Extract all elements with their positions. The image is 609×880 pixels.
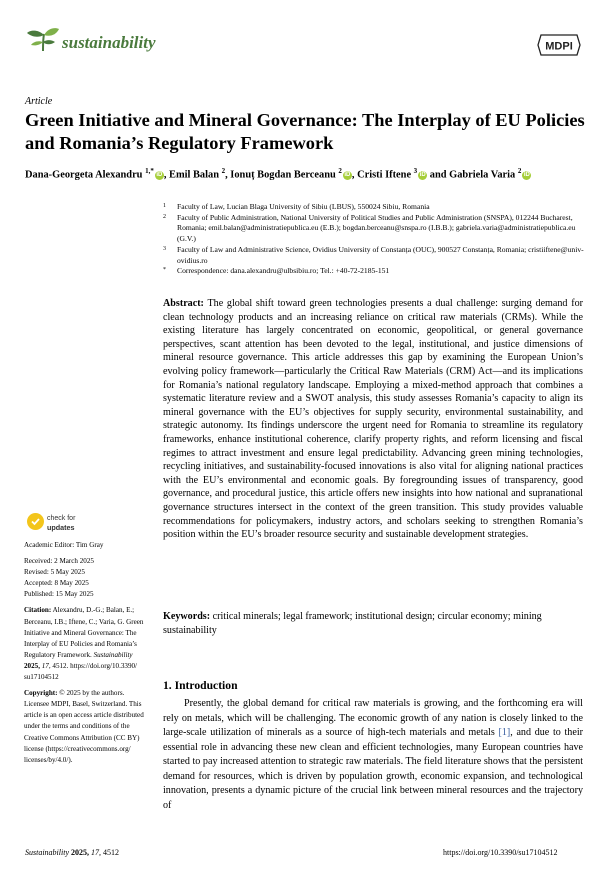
citation-year: 2025, [24, 661, 40, 670]
footer-citation [25, 848, 119, 857]
author-name: Emil Balan [169, 169, 219, 181]
copyright-text: © 2025 by the authors. Licensee MDPI, Basel, Switzerland. This article is an open access article distributed under the terms and conditions of the Creative Commons Attribution (CC BY) license (https://creativecommons.org/ licenses/by/4.0/). [24, 689, 144, 764]
abstract-text: The global shift toward green technologies presents a dual challenge: surging demand for clean technology products and an increasing reliance on critical raw materials (CRMs). While the existing literature has largely concentrated on economic, geopolitical, or general governance perspectives, scant attention has been devoted to the legal, institutional, and justice dimensions of mineral resource governance. This article addresses this gap by examining the European Union’s evolving policy framework—particularly the Critical Raw Materials (CRM) Act—and its implications for Romania’s national regulatory landscape. Employing a mixed-method approach that combines a systematic literature review and a SWOT analysis, this study assesses Romania’s capacity to align its mineral governance with the EU’s objectives for supply security, environmental sustainability, and strategic autonomy. Its findings underscore the urgent need for Romania to streamline its regulatory frameworks, enhance institutional coherence, clarify property rights, and reform licensing and fiscal regimes to attract investment and ensure legal predictability. Advancing green mining technologies, recycling initiatives, and sustainability-focused innovations is also vital for aligning national practices with the EU’s environmental and economic goals. By foregrounding issues of transparency, good governance, and procedural justice, this article offers new insights into how national and supranational governance structures intersect in the context of the green transition. This study provides valuable recommendations for policymakers, industry actors, and scholars seeking to strengthen Romania’s position within the EU’s broader resource security and sustainable development strategies. [163, 298, 583, 541]
citation-label: Citation: [24, 606, 52, 615]
keywords [163, 610, 583, 637]
author-name: Dana-Georgeta Alexandru [25, 169, 143, 181]
footer-volume: 17, [91, 848, 101, 857]
citation-block [24, 605, 146, 683]
affiliation-mark: 1 [163, 203, 166, 209]
author-sup: 1,* [145, 167, 154, 175]
orcid-icon[interactable]: iD [156, 172, 163, 179]
published-date: Published: 15 May 2025 [24, 590, 94, 599]
author-name: Gabriela Varia [449, 169, 516, 181]
citation-volume: 17, [41, 661, 51, 670]
affiliation-mark: * [163, 267, 166, 274]
copyright-block [24, 688, 146, 766]
author-sup: 2 [221, 167, 226, 175]
intro-text: Presently, the global demand for critical raw materials is growing, and the forthcoming era will rely on metals, which will be challenging. The economic growth of any nation is closely linked to the large-scale utilization of minerals as a source of high-tech materials and metals [163, 698, 583, 738]
author-sup: 2 [517, 167, 522, 175]
mdpi-logo-text: MDPI [545, 40, 573, 53]
affiliations [163, 202, 593, 277]
footer-year: 2025, [71, 848, 89, 857]
affiliation-text: Faculty of Public Administration, National University of Political Studies and Public Administration (SNSPA), 012244 Bucharest, Romania; emil.balan@administratiepublica.eu (E.B.); bogdan.berceanu@snspa.ro (I.B.B.); gabriela.varia@administratiepublica.eu (G.V.) [177, 212, 576, 244]
footer-doi-link[interactable]: https://doi.org/10.3390/su17104512 [443, 848, 558, 857]
orcid-icon[interactable]: iD [523, 172, 530, 179]
citation-text: Alexandru, D.-G.; Balan, E.; Berceanu, I.B.; Iftene, C.; Varia, G. Green Initiative and Mineral Governance: The Interplay of EU Policies and Romania’s Regulatory Framework. [24, 606, 144, 659]
affiliation-mark: 3 [163, 245, 166, 252]
orcid-icon[interactable]: iD [419, 172, 426, 179]
author-sup: 2 [338, 167, 342, 175]
affiliation-text: Correspondence: dana.alexandru@ulbsibiu.ro; Tel.: +40-72-2185-151 [177, 266, 390, 276]
citation-link[interactable]: [1] [498, 727, 511, 738]
affiliation-item [163, 245, 593, 266]
affiliation-text: Faculty of Law and Administrative Science, Ovidius University of Constanța (OUC), 900527 Constanța, Romania; cristiiftene@univ-ovidius.ro [177, 244, 584, 265]
revised-date: Revised: 5 May 2025 [24, 568, 85, 577]
accepted-date: Accepted: 8 May 2025 [24, 579, 89, 588]
affiliation-item [163, 213, 593, 245]
abstract-label: Abstract: [163, 298, 204, 309]
article-title: Green Initiative and Mineral Governance: The Interplay of EU Policies and Romania’s Regulatory Framework [25, 110, 585, 153]
affiliation-text: Faculty of Law, Lucian Blaga University of Sibiu (LBUS), 550024 Sibiu, Romania [177, 202, 430, 211]
author-name: Ionuț Bogdan Berceanu [230, 169, 336, 181]
author-sup: 3 [413, 167, 418, 175]
citation-journal: Sustainability [93, 650, 133, 659]
affiliation-item [163, 266, 593, 277]
section-heading: 1. Introduction [163, 679, 238, 692]
check-updates-line2[interactable]: updates [47, 523, 75, 532]
citation-doi[interactable]: 4512. https://doi.org/10.3390/ su17104512 [24, 661, 138, 682]
copyright-label: Copyright: [24, 689, 58, 698]
abstract [163, 297, 583, 542]
affiliation-mark: 2 [163, 213, 166, 220]
academic-editor: Academic Editor: Tim Gray [24, 541, 104, 549]
footer-article-number: 4512 [103, 848, 119, 857]
keywords-text: critical minerals; legal framework; institutional design; circular economy; mining sustainability [163, 611, 542, 636]
affiliation-item [163, 202, 593, 213]
journal-name: sustainability [62, 33, 156, 52]
author-name: Cristi Iftene [357, 169, 412, 181]
footer-journal: Sustainability [25, 848, 69, 857]
check-for-updates-icon[interactable] [27, 513, 44, 530]
intro-paragraph [163, 697, 583, 813]
check-updates-line1[interactable]: check for [47, 515, 76, 522]
keywords-label: Keywords: [163, 611, 211, 622]
author-list: Dana-Georgeta Alexandru $^{1,*}$iD , Emil Balan $^2$, Ionuț Bogdan Berceanu $^2$iD , Cristi Iftene $^3$iD and Gabriela Varia $^2$iD [25, 167, 530, 181]
sidebar [24, 540, 146, 766]
article-type: Article [25, 96, 53, 107]
orcid-icon[interactable]: iD [344, 172, 351, 179]
intro-text: , and due to their essential role in advancing these new clean and efficient technologies, many European countries have started to pay increased attention to strategic raw materials. The field literature shows that the persistent demand for resources, which is driven by population growth, economic expansion, and technological innovation, presents a dynamic picture of the crucial link between mineral resources and the trajectory of [163, 727, 583, 811]
leaf-logo-icon [26, 27, 60, 53]
received-date: Received: 2 March 2025 [24, 557, 94, 566]
mdpi-logo-icon [537, 34, 581, 56]
